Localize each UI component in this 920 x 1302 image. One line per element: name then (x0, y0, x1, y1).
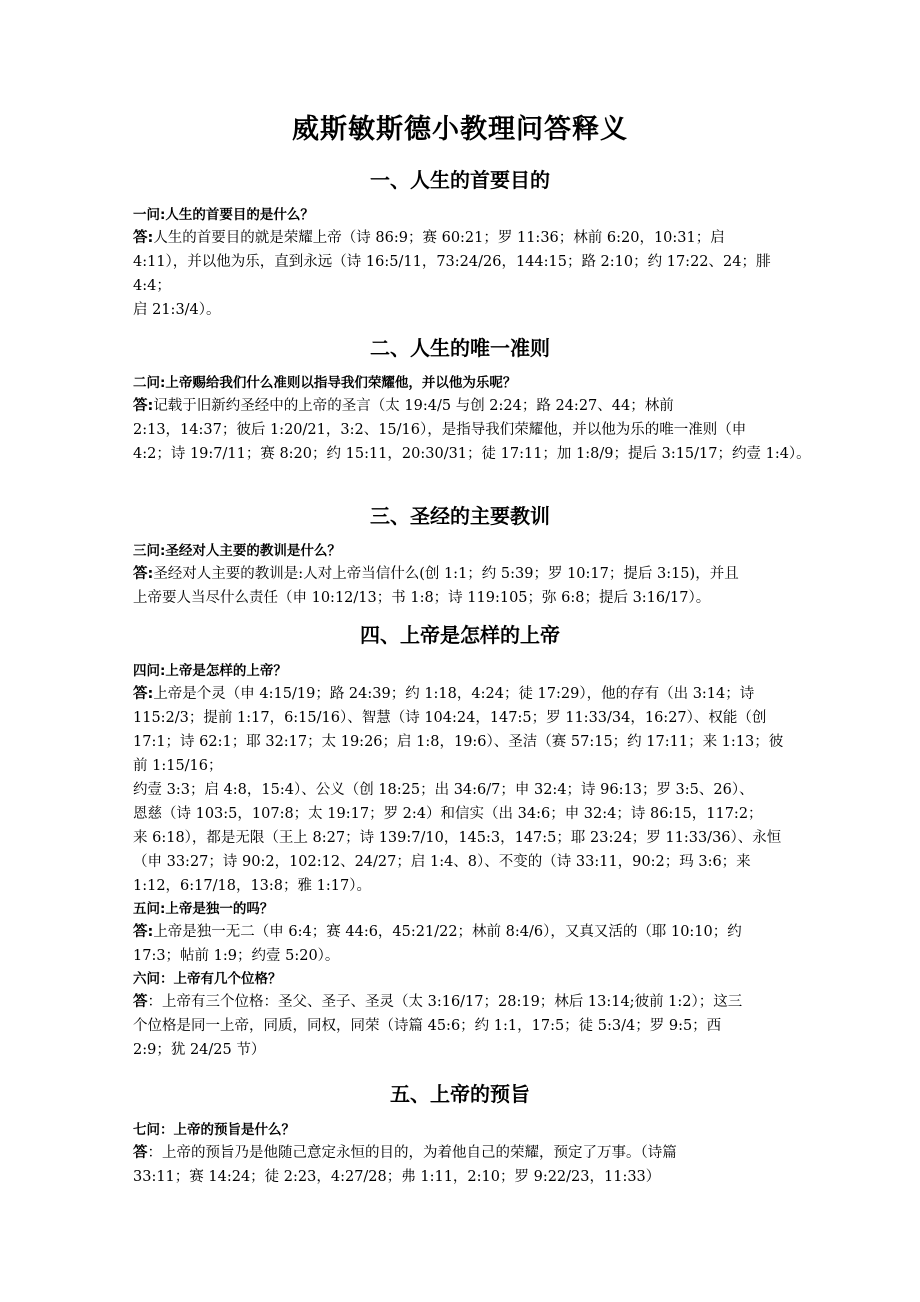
section-heading-1: 一、人生的首要目的 (370, 168, 550, 192)
answer-line: 启 21:3/4）。 (133, 302, 221, 318)
answer-line: 前 1:15/16； (133, 758, 223, 774)
question-1: 一问:人生的首要目的是什么？ (133, 207, 314, 223)
answer-label: 答: (133, 566, 154, 582)
document-title: 威斯敏斯德小教理问答释义 (292, 114, 628, 145)
section-heading-2: 二、人生的唯一准则 (370, 336, 550, 360)
answer-line: 1:12，6:17/18，13:8；雅 1:17）。 (133, 878, 371, 894)
answer-line (133, 1141, 803, 1165)
qa-block-1 (133, 204, 803, 322)
question-5: 五问:上帝是独一的吗？ (133, 901, 274, 917)
section-heading-3: 三、圣经的主要教训 (370, 504, 550, 528)
answer-line (133, 226, 803, 250)
answer-line: 4:2；诗 19:7/11；赛 8:20；约 15:11，20:30/31；徒 17:11；加 1:8/9；提后 3:15/17；约壹 1:4）。 (133, 446, 811, 462)
section-heading-4: 四、上帝是怎样的上帝 (360, 623, 560, 647)
answer-label: 答 (133, 1145, 148, 1161)
answer-label: 答: (133, 398, 154, 414)
answer-text: ：上帝的预旨乃是他随己意定永恒的目的，为着他自己的荣耀，预定了万事。（诗篇 (147, 1145, 677, 1161)
answer-line: 恩慈（诗 103:5，107:8；太 19:17；罗 2:4）和信实（出 34:6；申 32:4；诗 86:15，117:2； (133, 806, 763, 822)
question-6: 六问：上帝有几个位格？ (133, 971, 282, 987)
question-7: 七问：上帝的预旨是什么？ (133, 1122, 295, 1138)
answer-text: 记载于旧新约圣经中的上帝的圣言（太 19:4/5 与创 2:24；路 24:27、44；林前 (153, 398, 674, 414)
question-3: 三问:圣经对人主要的教训是什么？ (133, 543, 341, 559)
qa-block-3 (133, 540, 803, 610)
answer-line: 上帝要人当尽什么责任（申 10:12/13；书 1:8；诗 119:105；弥 6:8；提后 3:16/17）。 (133, 590, 711, 606)
answer-line: 115:2/3；提前 1:17，6:15/16）、智慧（诗 104:24，147:5；罗 11:33/34，16:27）、权能（创 (133, 710, 767, 726)
answer-line: 2:9；犹 24/25 节） (133, 1042, 266, 1058)
answer-line (133, 990, 803, 1014)
answer-line: 17:1；诗 62:1；耶 32:17；太 19:26；启 1:8，19:6）、圣洁（赛 57:15；约 17:11；来 1:13；彼 (133, 734, 784, 750)
answer-line: （申 33:27；诗 90:2，102:12、24/27；启 1:4、8）、不变的（诗 33:11，90:2；玛 3:6；来 (133, 854, 751, 870)
answer-line: 33:11；赛 14:24；徒 2:23，4:27/28；弗 1:11，2:10；罗 9:22/23，11:33） (133, 1169, 661, 1185)
answer-text: ：上帝有三个位格：圣父、圣子、圣灵（太 3:16/17；28:19；林后 13:14;彼前 1:2）；这三 (147, 994, 743, 1010)
answer-label: 答: (133, 230, 154, 246)
question-2: 二问:上帝赐给我们什么准则以指导我们荣耀他，并以他为乐呢？ (133, 375, 517, 391)
qa-block-4 (133, 660, 803, 1062)
qa-block-5 (133, 1119, 803, 1189)
answer-line: 个位格是同一上帝，同质，同权，同荣（诗篇 45:6；约 1:1，17:5；徒 5:3/4；罗 9:5；西 (133, 1018, 722, 1034)
section-heading-5: 五、上帝的预旨 (390, 1082, 530, 1106)
answer-line (133, 920, 803, 944)
answer-label: 答 (133, 994, 148, 1010)
answer-text: 圣经对人主要的教训是:人对上帝当信什么(创 1:1；约 5:39；罗 10:17；提后 3:15)，并且 (153, 566, 739, 582)
answer-text: 上帝是个灵（申 4:15/19；路 24:39；约 1:18，4:24；徒 17:29），他的存有（出 3:14；诗 (153, 686, 755, 702)
answer-line (133, 682, 803, 706)
answer-line: 4:4； (133, 278, 171, 294)
question-4: 四问:上帝是怎样的上帝？ (133, 663, 287, 679)
answer-text: 人生的首要目的就是荣耀上帝（诗 86:9；赛 60:21；罗 11:36；林前 6:20，10:31；启 (153, 230, 725, 246)
answer-text: 上帝是独一无二（申 6:4；赛 44:6，45:21/22；林前 8:4/6），又真又活的（耶 10:10；约 (153, 924, 742, 940)
answer-line (133, 394, 803, 418)
answer-line: 约壹 3:3；启 4:8，15:4）、公义（创 18:25；出 34:6/7；申 32:4；诗 96:13；罗 3:5、26）、 (133, 782, 754, 798)
qa-block-2 (133, 372, 811, 466)
answer-label: 答: (133, 686, 154, 702)
answer-line (133, 562, 803, 586)
answer-line: 2:13，14:37；彼后 1:20/21，3:2、15/16），是指导我们荣耀他，并以他为乐的唯一准则（申 (133, 422, 747, 438)
answer-line: 17:3；帖前 1:9；约壹 5:20）。 (133, 948, 340, 964)
answer-label: 答: (133, 924, 154, 940)
answer-line: 4:11），并以他为乐，直到永远（诗 16:5/11，73:24/26，144:15；路 2:10；约 17:22、24；腓 (133, 254, 771, 270)
answer-line: 来 6:18），都是无限（王上 8:27；诗 139:7/10，145:3，147:5；耶 23:24；罗 11:33/36）、永恒 (133, 830, 782, 846)
